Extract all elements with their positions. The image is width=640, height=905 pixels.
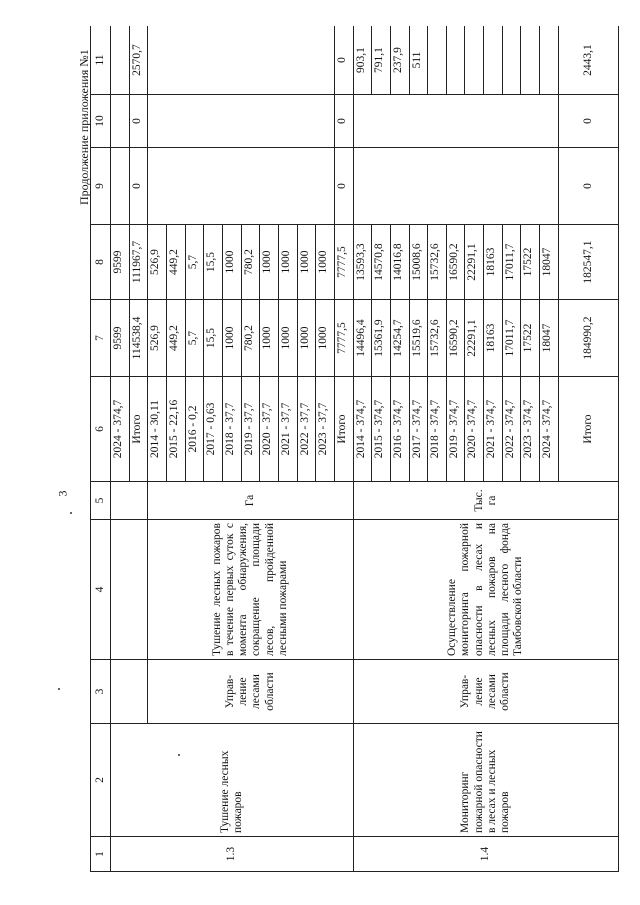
executor: Управ-ление лесами области: [353, 660, 618, 724]
year-range: 2018 - 374,7: [428, 377, 447, 482]
value-cell: 237,9: [390, 26, 409, 95]
year-range: 2017 - 374,7: [409, 377, 428, 482]
value-cell: 14496,4: [353, 300, 372, 377]
value-cell: 18163: [484, 300, 503, 377]
value-cell: 15361,9: [372, 300, 391, 377]
indicator: Осуществление мониторинга пожарной опасности в лесах и лесных пожаров на площади лесного фонда Тамбовской области: [353, 520, 618, 660]
year-range: 2023 - 374,7: [521, 377, 540, 482]
unit: Тыс. га: [353, 482, 618, 520]
value-cell: [521, 26, 540, 95]
value-cell: 791,1: [372, 26, 391, 95]
section-1-3-number: 1.3: [111, 837, 354, 872]
value-cell: 15,5: [204, 300, 223, 377]
year-range: 2014 - 374,7: [353, 377, 372, 482]
value-cell: 22291,1: [465, 225, 484, 300]
col-header-8: 8: [91, 225, 111, 300]
value-cell: 1000: [278, 300, 297, 377]
col-header-7: 7: [91, 300, 111, 377]
value-cell: 1000: [297, 300, 316, 377]
col-header-9: 9: [91, 148, 111, 225]
value-cell: 2570,7: [129, 26, 148, 95]
value-cell: [502, 26, 521, 95]
column-number-row: [91, 26, 111, 872]
year-range: 2019 - 37,7: [241, 377, 260, 482]
value-cell: 15732,6: [428, 300, 447, 377]
year-range: 2021 - 37,7: [278, 377, 297, 482]
value-cell: 14016,8: [390, 225, 409, 300]
value-cell: [540, 26, 559, 95]
total-label: Итого: [334, 377, 353, 482]
value-cell: 1000: [316, 300, 335, 377]
year-range: 2020 - 374,7: [465, 377, 484, 482]
value-cell: 111967,7: [129, 225, 148, 300]
value-cell: 16590,2: [446, 225, 465, 300]
table-row: [353, 26, 372, 872]
table-frame: [90, 26, 619, 872]
col-header-1: 1: [91, 837, 111, 872]
value-cell: [446, 26, 465, 95]
value-cell: 1000: [260, 225, 279, 300]
year-range: 2017 - 0,63: [204, 377, 223, 482]
value-cell: 5,7: [185, 300, 204, 377]
year-range: 2022 - 374,7: [502, 377, 521, 482]
value-cell: 0: [129, 148, 148, 225]
value-cell: 5,7: [185, 225, 204, 300]
value-cell: 780,2: [241, 225, 260, 300]
total-label: Итого: [559, 377, 619, 482]
year-range: 2016 - 0,2: [185, 377, 204, 482]
value-cell: 13593,3: [353, 225, 372, 300]
value-cell: 1000: [222, 225, 241, 300]
value-cell: 526,9: [148, 300, 167, 377]
value-cell: 17011,7: [502, 300, 521, 377]
executor: Управ-ление лесами области: [148, 660, 353, 724]
col-header-10: 10: [91, 95, 111, 148]
col-header-4: 4: [91, 520, 111, 660]
indicator: Тушение лесных пожаров в течение первых суток с момента обнаружения, сокращение площади лесов, пройденной лесными пожарами: [148, 520, 353, 660]
value-cell: 449,2: [166, 300, 185, 377]
value-cell: 0: [334, 95, 353, 148]
value-cell: 17011,7: [502, 225, 521, 300]
value-cell: 0: [559, 95, 619, 148]
table-row: [111, 26, 130, 872]
value-cell: 0: [129, 95, 148, 148]
year-range: 2024 - 374,7: [540, 377, 559, 482]
page-number: 3: [55, 490, 70, 497]
value-cell: 15519,6: [409, 300, 428, 377]
value-cell: 1000: [297, 225, 316, 300]
value-cell: 1000: [278, 225, 297, 300]
year-range: 2023 - 37,7: [316, 377, 335, 482]
year-range: 2020 - 37,7: [260, 377, 279, 482]
col-header-5: 5: [91, 482, 111, 520]
value-cell: [465, 26, 484, 95]
rotated-table-wrapper: [90, 26, 619, 872]
value-cell: 15008,6: [409, 225, 428, 300]
year-range: 2014 - 30,11: [148, 377, 167, 482]
value-cell: [428, 26, 447, 95]
year-range: 2019 - 374,7: [446, 377, 465, 482]
value-cell: 511: [409, 26, 428, 95]
value-cell: 0: [334, 148, 353, 225]
section-1-3-title: Тушение лесных пожаров: [111, 724, 354, 837]
value-cell: 1000: [222, 300, 241, 377]
col-header-2: 2: [91, 724, 111, 837]
year-range: 2022 - 37,7: [297, 377, 316, 482]
value-cell: 1000: [260, 300, 279, 377]
value-cell: 18047: [540, 225, 559, 300]
col-header-3: 3: [91, 660, 111, 724]
value-cell: 0: [334, 26, 353, 95]
continuation-caption: Продолжение приложения №1: [77, 49, 91, 205]
value-cell: 9599: [111, 225, 130, 300]
value-cell: 14254,7: [390, 300, 409, 377]
total-label: Итого: [129, 377, 148, 482]
value-cell: 18047: [540, 300, 559, 377]
value-cell: 114538,4: [129, 300, 148, 377]
year-range: 2015 - 22,16: [166, 377, 185, 482]
value-cell: 2443,1: [559, 26, 619, 95]
value-cell: 22291,1: [465, 300, 484, 377]
value-cell: 9599: [111, 300, 130, 377]
year-range: 2021 - 374,7: [484, 377, 503, 482]
scan-dot: [58, 688, 60, 690]
year-range: 2024 - 374,7: [111, 377, 130, 482]
col-header-11: 11: [91, 26, 111, 95]
value-cell: 1000: [316, 225, 335, 300]
value-cell: 15732,6: [428, 225, 447, 300]
section-1-4-title: Мониторинг пожарной опасности в лесах и лесных пожаров: [353, 724, 618, 837]
value-cell: 18163: [484, 225, 503, 300]
year-range: 2015 - 374,7: [372, 377, 391, 482]
value-cell: 0: [559, 148, 619, 225]
value-cell: 526,9: [148, 225, 167, 300]
value-cell: 14570,8: [372, 225, 391, 300]
value-cell: [484, 26, 503, 95]
program-table: [90, 26, 619, 872]
value-cell: 903,1: [353, 26, 372, 95]
section-1-4-number: 1.4: [353, 837, 618, 872]
scan-dot: [70, 512, 72, 514]
year-range: 2018 - 37,7: [222, 377, 241, 482]
value-cell: 7777,5: [334, 225, 353, 300]
value-cell: 182547,1: [559, 225, 619, 300]
value-cell: 17522: [521, 300, 540, 377]
value-cell: 184990,2: [559, 300, 619, 377]
value-cell: 780,2: [241, 300, 260, 377]
value-cell: 7777,5: [334, 300, 353, 377]
value-cell: 15,5: [204, 225, 223, 300]
value-cell: 17522: [521, 225, 540, 300]
value-cell: 449,2: [166, 225, 185, 300]
unit: Га: [148, 482, 353, 520]
year-range: 2016 - 374,7: [390, 377, 409, 482]
value-cell: 16590,2: [446, 300, 465, 377]
col-header-6: 6: [91, 377, 111, 482]
